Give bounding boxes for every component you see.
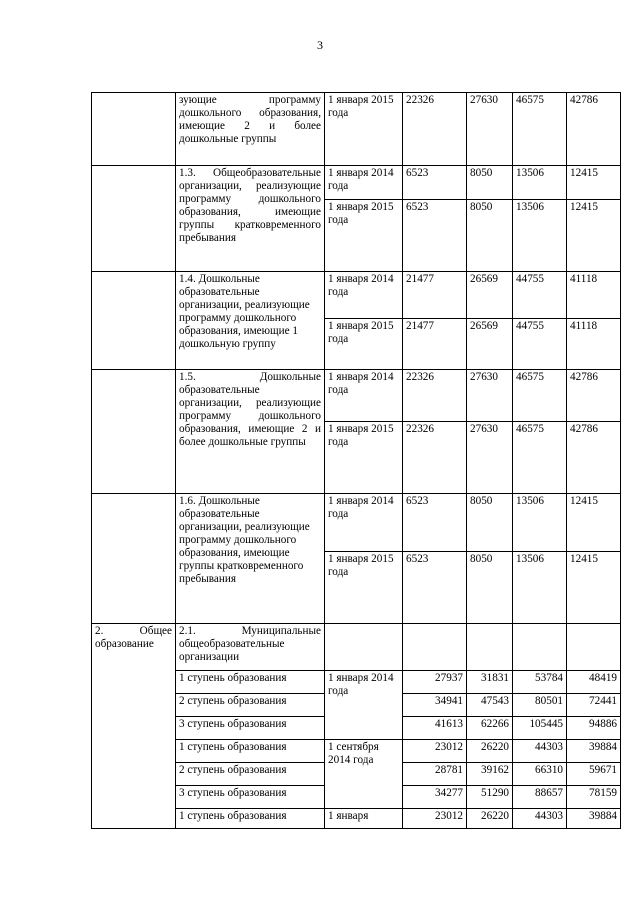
- value-cell: 34941: [403, 694, 467, 717]
- date-cell: 1 января 2014 года: [325, 370, 403, 422]
- value-cell: 41118: [567, 319, 621, 370]
- value-cell: 27630: [467, 422, 513, 494]
- table-row: [92, 494, 621, 552]
- row-label: 1 ступень образования: [176, 740, 325, 763]
- value-cell: 72441: [567, 694, 621, 717]
- row-label: 2 ступень образования: [176, 694, 325, 717]
- date-cell: 1 января 2015 года: [325, 93, 403, 166]
- value-cell: 39884: [567, 809, 621, 829]
- category-cell: [92, 272, 176, 370]
- value-cell: 26569: [467, 319, 513, 370]
- value-cell: 12415: [567, 552, 621, 624]
- value-cell: 39162: [467, 763, 513, 786]
- value-cell: 22326: [403, 422, 467, 494]
- row-label: 1.6. Дошкольные образовательные организации, реализующие программу дошкольного образования, имеющие группы кратковременного пребывания: [176, 494, 325, 624]
- value-cell: 28781: [403, 763, 467, 786]
- value-cell: 53784: [513, 671, 567, 694]
- row-label: 1.3. Общеобразовательные организации, реализующие программу дошкольного образования, имеющие группы кратковременного пребывания: [176, 166, 325, 272]
- category-cell: [92, 166, 176, 272]
- value-cell: 62266: [467, 717, 513, 740]
- value-cell: 48419: [567, 671, 621, 694]
- value-cell: 41118: [567, 272, 621, 319]
- value-cell: 8050: [467, 552, 513, 624]
- value-cell: 6523: [403, 494, 467, 552]
- date-cell: 1 января 2014 года: [325, 166, 403, 200]
- value-cell: 47543: [467, 694, 513, 717]
- value-cell: 13506: [513, 166, 567, 200]
- value-cell: [513, 624, 567, 671]
- date-cell: [325, 624, 403, 671]
- value-cell: 8050: [467, 200, 513, 272]
- value-cell: 80501: [513, 694, 567, 717]
- value-cell: 42786: [567, 93, 621, 166]
- row-label: 3 ступень образования: [176, 786, 325, 809]
- row-label: 2.1. Муниципальные общеобразовательные организации: [176, 624, 325, 671]
- value-cell: 6523: [403, 200, 467, 272]
- value-cell: 39884: [567, 740, 621, 763]
- value-cell: 12415: [567, 200, 621, 272]
- row-label: 1.5. Дошкольные образовательные организации, реализующие программу дошкольного образования, имеющие 2 и более дошкольные группы: [176, 370, 325, 494]
- table-row: [92, 272, 621, 319]
- value-cell: 23012: [403, 740, 467, 763]
- page-number: 3: [317, 38, 323, 52]
- value-cell: 27630: [467, 370, 513, 422]
- value-cell: 78159: [567, 786, 621, 809]
- value-cell: 6523: [403, 552, 467, 624]
- date-cell: 1 января 2014 года: [325, 272, 403, 319]
- category-cell: [92, 370, 176, 494]
- value-cell: 13506: [513, 552, 567, 624]
- value-cell: [403, 624, 467, 671]
- category-cell: [92, 93, 176, 166]
- value-cell: [467, 624, 513, 671]
- value-cell: 31831: [467, 671, 513, 694]
- value-cell: 13506: [513, 494, 567, 552]
- value-cell: 41613: [403, 717, 467, 740]
- value-cell: 12415: [567, 166, 621, 200]
- value-cell: 23012: [403, 809, 467, 829]
- value-cell: 46575: [513, 370, 567, 422]
- value-cell: 6523: [403, 166, 467, 200]
- value-cell: 26220: [467, 740, 513, 763]
- date-cell: 1 января: [325, 809, 403, 829]
- value-cell: 44755: [513, 319, 567, 370]
- table-row: [92, 624, 621, 671]
- row-label: 3 ступень образования: [176, 717, 325, 740]
- value-cell: 27630: [467, 93, 513, 166]
- row-label: 1 ступень образования: [176, 809, 325, 829]
- date-cell: 1 января 2015 года: [325, 422, 403, 494]
- value-cell: 46575: [513, 93, 567, 166]
- value-cell: 105445: [513, 717, 567, 740]
- value-cell: 44755: [513, 272, 567, 319]
- row-label: зующие программу дошкольного образования, имеющие 2 и более дошкольные группы: [176, 93, 325, 166]
- category-cell: [92, 494, 176, 624]
- section-title: 2. Общее образование: [92, 624, 176, 829]
- value-cell: 22326: [403, 370, 467, 422]
- value-cell: 88657: [513, 786, 567, 809]
- value-cell: 42786: [567, 422, 621, 494]
- value-cell: 94886: [567, 717, 621, 740]
- value-cell: 34277: [403, 786, 467, 809]
- value-cell: 8050: [467, 166, 513, 200]
- row-label: 1 ступень образования: [176, 671, 325, 694]
- row-label: 1.4. Дошкольные образовательные организации, реализующие программу дошкольного образования, имеющие 1 дошкольную группу: [176, 272, 325, 370]
- value-cell: 26569: [467, 272, 513, 319]
- value-cell: 59671: [567, 763, 621, 786]
- tariff-table: [91, 92, 621, 829]
- value-cell: 13506: [513, 200, 567, 272]
- row-label: 2 ступень образования: [176, 763, 325, 786]
- date-cell: 1 января 2015 года: [325, 552, 403, 624]
- date-cell: 1 января 2014 года: [325, 494, 403, 552]
- table-row: [92, 370, 621, 422]
- value-cell: 51290: [467, 786, 513, 809]
- value-cell: 22326: [403, 93, 467, 166]
- date-cell: 1 января 2014 года: [325, 671, 403, 740]
- value-cell: 26220: [467, 809, 513, 829]
- value-cell: 8050: [467, 494, 513, 552]
- value-cell: 44303: [513, 809, 567, 829]
- value-cell: 21477: [403, 319, 467, 370]
- value-cell: [567, 624, 621, 671]
- date-cell: 1 января 2015 года: [325, 200, 403, 272]
- value-cell: 42786: [567, 370, 621, 422]
- value-cell: 27937: [403, 671, 467, 694]
- date-cell: 1 января 2015 года: [325, 319, 403, 370]
- value-cell: 12415: [567, 494, 621, 552]
- value-cell: 46575: [513, 422, 567, 494]
- value-cell: 66310: [513, 763, 567, 786]
- value-cell: 44303: [513, 740, 567, 763]
- value-cell: 21477: [403, 272, 467, 319]
- table-row: [92, 93, 621, 166]
- date-cell: 1 сентября 2014 года: [325, 740, 403, 809]
- table-row: [92, 166, 621, 200]
